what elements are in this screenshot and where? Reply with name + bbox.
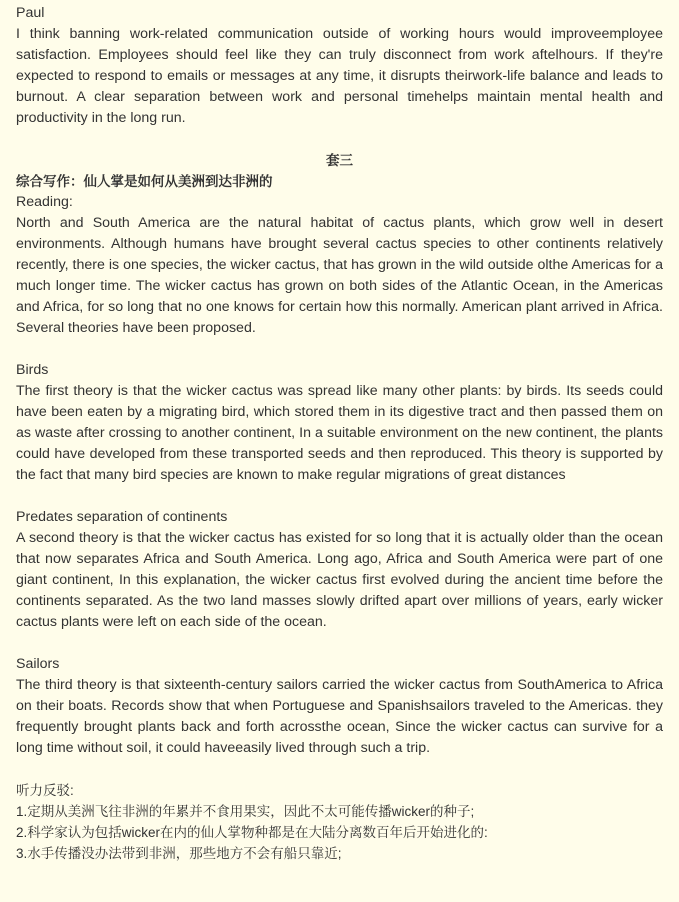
section-text-sailors: The third theory is that sixteenth-century sailors carried the wicker cactus from SouthAmerica to Africa on their boats. Records show that when Portuguese and Spanishsailors traveled to the Americas. they frequently brought plants back and forth acrossthe ocean, Since the wicker cactus can survive for a long time without soil, it could haveeasily lived through such a trip.: [16, 677, 663, 756]
listening-point-2: 2.科学家认为包括wicker在内的仙人掌物种都是在大陆分离数百年后开始进化的:: [16, 825, 488, 840]
spacer: [16, 633, 663, 654]
spacer: [16, 339, 663, 360]
listening-point-3: 3.水手传播没办法带到非洲，那些地方不会有船只靠近;: [16, 846, 342, 861]
listening-label: 听力反驳:: [16, 783, 74, 798]
opinion-text: I think banning work-related communication outside of working hours would improveemployee satisfaction. Employees should feel like they can truly disconnect from work aftelhours. If they're expected to respond to emails or messages at any time, it disrupts theirwork-life balance and leads to burnout. A clear separation between work and personal timehelps maintain mental health and productivity in the long run.: [16, 26, 663, 126]
section-text-birds: The first theory is that the wicker cactus was spread like many other plants: by birds. Its seeds could have been eaten by a migrating bird, which stored them in its digestive tract and then passed them on as waste after crossing to another continent, In a suitable environment on the new continent, the plants could have developed from these transported seeds and then reproduced. This theory is supported by the fact that many bird species are known to make regular migrations of great distances: [16, 383, 663, 483]
section-heading-birds: Birds: [16, 362, 49, 378]
section-text-predates: A second theory is that the wicker cactus has existed for so long that it is actually older than the ocean that now separates Africa and South America. Long ago, Africa and South America were part of one giant continent, In this explanation, the wicker cactus first evolved during the ancient time before the continents separated. As the two land masses slowly drifted apart over millions of years, early wicker cactus plants were left on each side of the ocean.: [16, 530, 663, 630]
section-heading-sailors: Sailors: [16, 656, 60, 672]
opinion-author: Paul: [16, 5, 45, 21]
reading-intro: North and South America are the natural habitat of cactus plants, which grow well in desert environments. Although humans have brought several cactus species to other continents relatively recently, there is one species, the wicker cactus, that has grown in the wild outside olthe Americas for a much longer time. The wicker cactus has grown on both sides of the Atlantic Ocean, in the Americas and Africa, for so long that no one knows for certain how this normally. American plant arrived in Africa. Several theories have been proposed.: [16, 215, 663, 336]
spacer: [16, 486, 663, 507]
task-title: 综合写作：仙人掌是如何从美洲到达非洲的: [16, 174, 273, 189]
reading-label: Reading:: [16, 194, 73, 210]
listening-point-1: 1.定期从美洲飞往非洲的年累并不食用果实，因此不太可能传播wicker的种子;: [16, 804, 475, 819]
spacer: [16, 129, 663, 150]
set-title: 套三: [326, 153, 353, 168]
section-heading-predates: Predates separation of continents: [16, 509, 228, 525]
spacer: [16, 759, 663, 780]
